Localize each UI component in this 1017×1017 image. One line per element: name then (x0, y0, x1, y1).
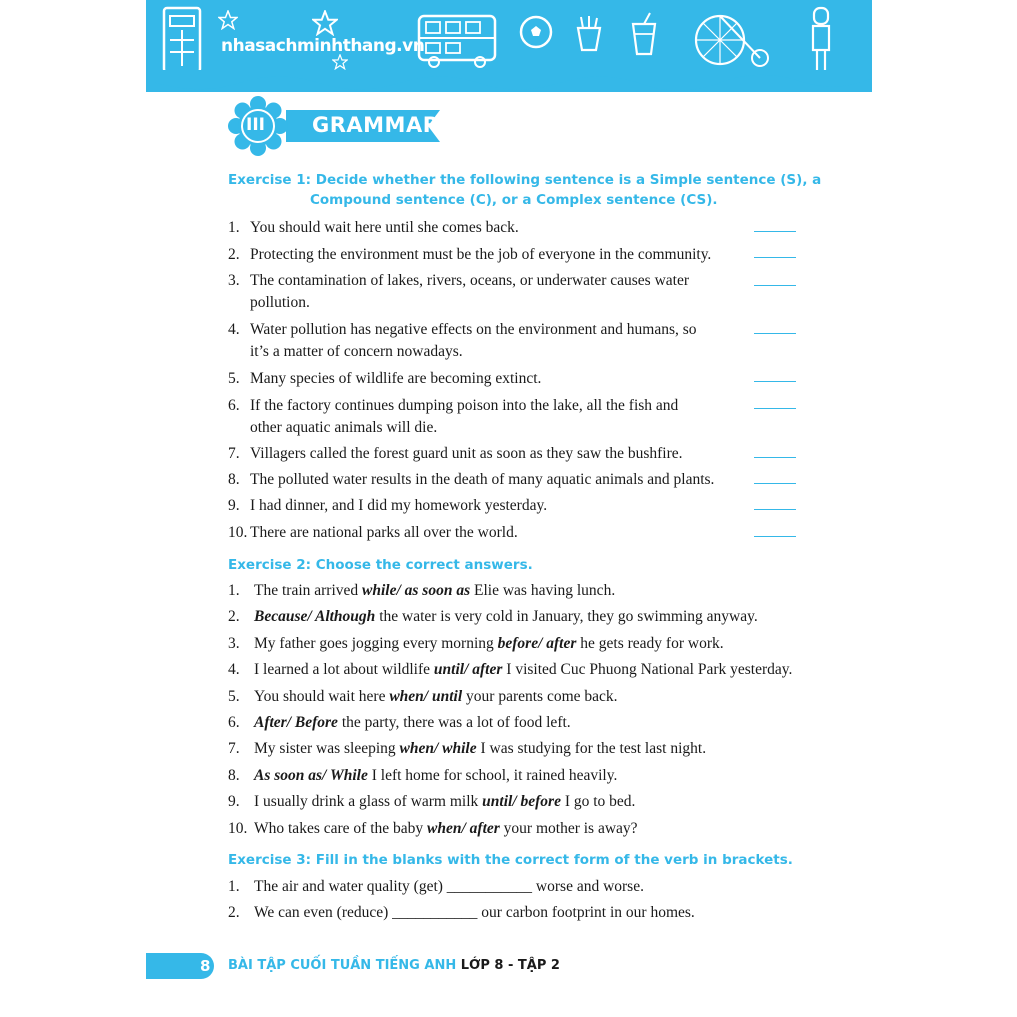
bus-icon (416, 12, 498, 70)
section-title: GRAMMAR (312, 113, 440, 137)
answer-blank[interactable] (754, 257, 796, 258)
star-icon (218, 10, 238, 30)
item-text (250, 469, 720, 491)
answer-blank[interactable] (754, 457, 796, 458)
page-number: 8 (200, 957, 211, 975)
item-number: 1. (228, 219, 240, 236)
item-number: 8. (228, 471, 240, 488)
item-text-after: your mother is away? (499, 819, 638, 837)
item-text (250, 395, 720, 439)
answer-blank[interactable] (754, 536, 796, 537)
item-text (250, 368, 720, 390)
item-number: 7. (228, 740, 240, 758)
answer-options[interactable]: Because/ Although (254, 608, 376, 626)
list-item (228, 443, 720, 465)
list-item (228, 633, 724, 655)
exercise-1-heading-line2: Compound sentence (C), or a Complex sentence (CS). (310, 192, 718, 208)
item-text-line1: Many species of wildlife are becoming extinct. (250, 370, 542, 387)
answer-blank[interactable] (754, 333, 796, 334)
item-number: 2. (228, 608, 240, 626)
item-text-line2: other aquatic animals will die. (250, 419, 438, 436)
answer-blank[interactable] (754, 381, 796, 382)
item-text-line1: If the factory continues dumping poison into the lake, all the fish and (250, 397, 679, 414)
answer-options[interactable]: until/ before (482, 793, 561, 811)
item-text-after: I was studying for the test last night. (476, 740, 707, 758)
item-text[interactable]: We can even (reduce) ___________ our carbon footprint in our homes. (254, 904, 695, 922)
answer-blank[interactable] (754, 285, 796, 286)
item-text-line1: Villagers called the forest guard unit as soon as they saw the bushfire. (250, 445, 683, 462)
list-item (228, 522, 720, 544)
item-text-before: I learned a lot about wildlife (254, 661, 434, 679)
item-text-after: I visited Cuc Phuong National Park yesterday. (502, 661, 793, 679)
exercise-1-heading-line1: Exercise 1: Decide whether the following sentence is a Simple sentence (S), a (228, 172, 822, 188)
item-text-before: I usually drink a glass of warm milk (254, 793, 483, 811)
list-item (228, 606, 758, 628)
item-number: 6. (228, 397, 240, 414)
answer-options[interactable]: when/ until (389, 687, 463, 705)
answer-options[interactable]: before/ after (497, 634, 577, 652)
item-text-before: The train arrived (254, 582, 363, 599)
list-item (228, 368, 720, 390)
answer-blank[interactable] (754, 408, 796, 409)
item-text-before: You should wait here (254, 687, 390, 705)
item-text-line1: The contamination of lakes, rivers, oceans, or underwater causes water (250, 272, 689, 289)
list-item (228, 270, 720, 314)
list-item (228, 244, 720, 266)
answer-options[interactable]: while/ as soon as (362, 582, 471, 599)
item-text-after: I go to bed. (560, 793, 636, 811)
guard-icon (806, 6, 836, 78)
list-item (228, 818, 638, 840)
item-number: 2. (228, 904, 240, 922)
item-number: 8. (228, 766, 240, 784)
item-text (250, 443, 720, 465)
item-number: 5. (228, 687, 240, 705)
list-item (228, 217, 720, 239)
answer-blank[interactable] (754, 509, 796, 510)
list-item (228, 791, 635, 813)
item-text (250, 217, 720, 239)
list-item (228, 495, 720, 517)
item-number: 3. (228, 634, 240, 652)
bicycle-icon (692, 8, 772, 70)
item-number: 9. (228, 793, 240, 811)
fries-icon (574, 14, 604, 52)
item-number: 6. (228, 714, 240, 731)
answer-blank[interactable] (754, 483, 796, 484)
answer-blank[interactable] (754, 231, 796, 232)
item-number: 3. (228, 272, 240, 289)
item-number: 10. (228, 819, 248, 837)
list-item (228, 686, 618, 708)
item-text-line1: I had dinner, and I did my homework yesterday. (250, 497, 548, 514)
drink-cup-icon (630, 12, 658, 56)
exercise-1-heading (228, 170, 868, 210)
item-text-before: My sister was sleeping (254, 740, 400, 758)
exercise-2-heading: Exercise 2: Choose the correct answers. (228, 557, 533, 573)
list-item (228, 876, 644, 898)
item-number: 9. (228, 497, 240, 514)
section-number: III (246, 115, 265, 135)
list-item (228, 902, 695, 924)
item-text-line1: There are national parks all over the world. (250, 524, 518, 541)
item-text (250, 270, 720, 314)
item-text-after: your parents come back. (462, 687, 618, 705)
item-text-after: he gets ready for work. (576, 634, 724, 652)
item-text-after: the party, there was a lot of food left. (337, 714, 571, 731)
item-number: 7. (228, 445, 240, 462)
answer-options[interactable]: when/ while (399, 740, 477, 758)
soccer-ball-icon (518, 14, 554, 50)
item-text[interactable]: The air and water quality (get) ___________ worse and worse. (254, 878, 644, 895)
item-text-after: Elie was having lunch. (470, 582, 616, 599)
star-icon (332, 54, 348, 70)
item-number: 1. (228, 582, 240, 599)
list-item (228, 738, 706, 760)
site-url: nhasachminhthang.vn (221, 36, 425, 56)
item-number: 4. (228, 661, 240, 679)
item-text-before: My father goes jogging every morning (254, 634, 498, 652)
item-number: 1. (228, 878, 240, 895)
book-title-part2: LỚP 8 - TẬP 2 (460, 958, 560, 973)
item-text (250, 495, 720, 517)
list-item (228, 712, 571, 734)
item-text-line1: Protecting the environment must be the job of everyone in the community. (250, 246, 712, 263)
exercise-3-heading: Exercise 3: Fill in the blanks with the correct form of the verb in brackets. (228, 852, 793, 868)
item-text-line2: pollution. (250, 294, 310, 311)
list-item (228, 469, 720, 491)
book-title (228, 958, 560, 973)
answer-options[interactable]: As soon as/ While (254, 766, 368, 784)
item-text (250, 244, 720, 266)
list-item (228, 580, 615, 602)
list-item (228, 395, 720, 439)
item-number: 2. (228, 246, 240, 263)
list-item (228, 659, 792, 681)
item-text-after: the water is very cold in January, they go swimming anyway. (375, 608, 758, 626)
item-text-after: I left home for school, it rained heavily. (367, 766, 618, 784)
item-text-line2: it’s a matter of concern nowadays. (250, 343, 463, 360)
item-number: 5. (228, 370, 240, 387)
star-icon (312, 10, 338, 36)
list-item (228, 319, 720, 363)
item-text-line1: You should wait here until she comes back. (250, 219, 519, 236)
answer-options[interactable]: After/ Before (254, 714, 338, 731)
item-text-before: Who takes care of the baby (254, 819, 428, 837)
list-item (228, 765, 617, 787)
item-text-line1: The polluted water results in the death of many aquatic animals and plants. (250, 471, 715, 488)
answer-options[interactable]: until/ after (433, 661, 503, 679)
item-text (250, 319, 720, 363)
item-text (250, 522, 720, 544)
item-text-line1: Water pollution has negative effects on the environment and humans, so (250, 321, 697, 338)
answer-options[interactable]: when/ after (427, 819, 500, 837)
book-title-part1: BÀI TẬP CUỐI TUẦN TIẾNG ANH (228, 958, 461, 973)
workbook-page (146, 0, 872, 1017)
item-number: 10. (228, 524, 248, 541)
phone-booth-icon (160, 2, 204, 74)
item-number: 4. (228, 321, 240, 338)
